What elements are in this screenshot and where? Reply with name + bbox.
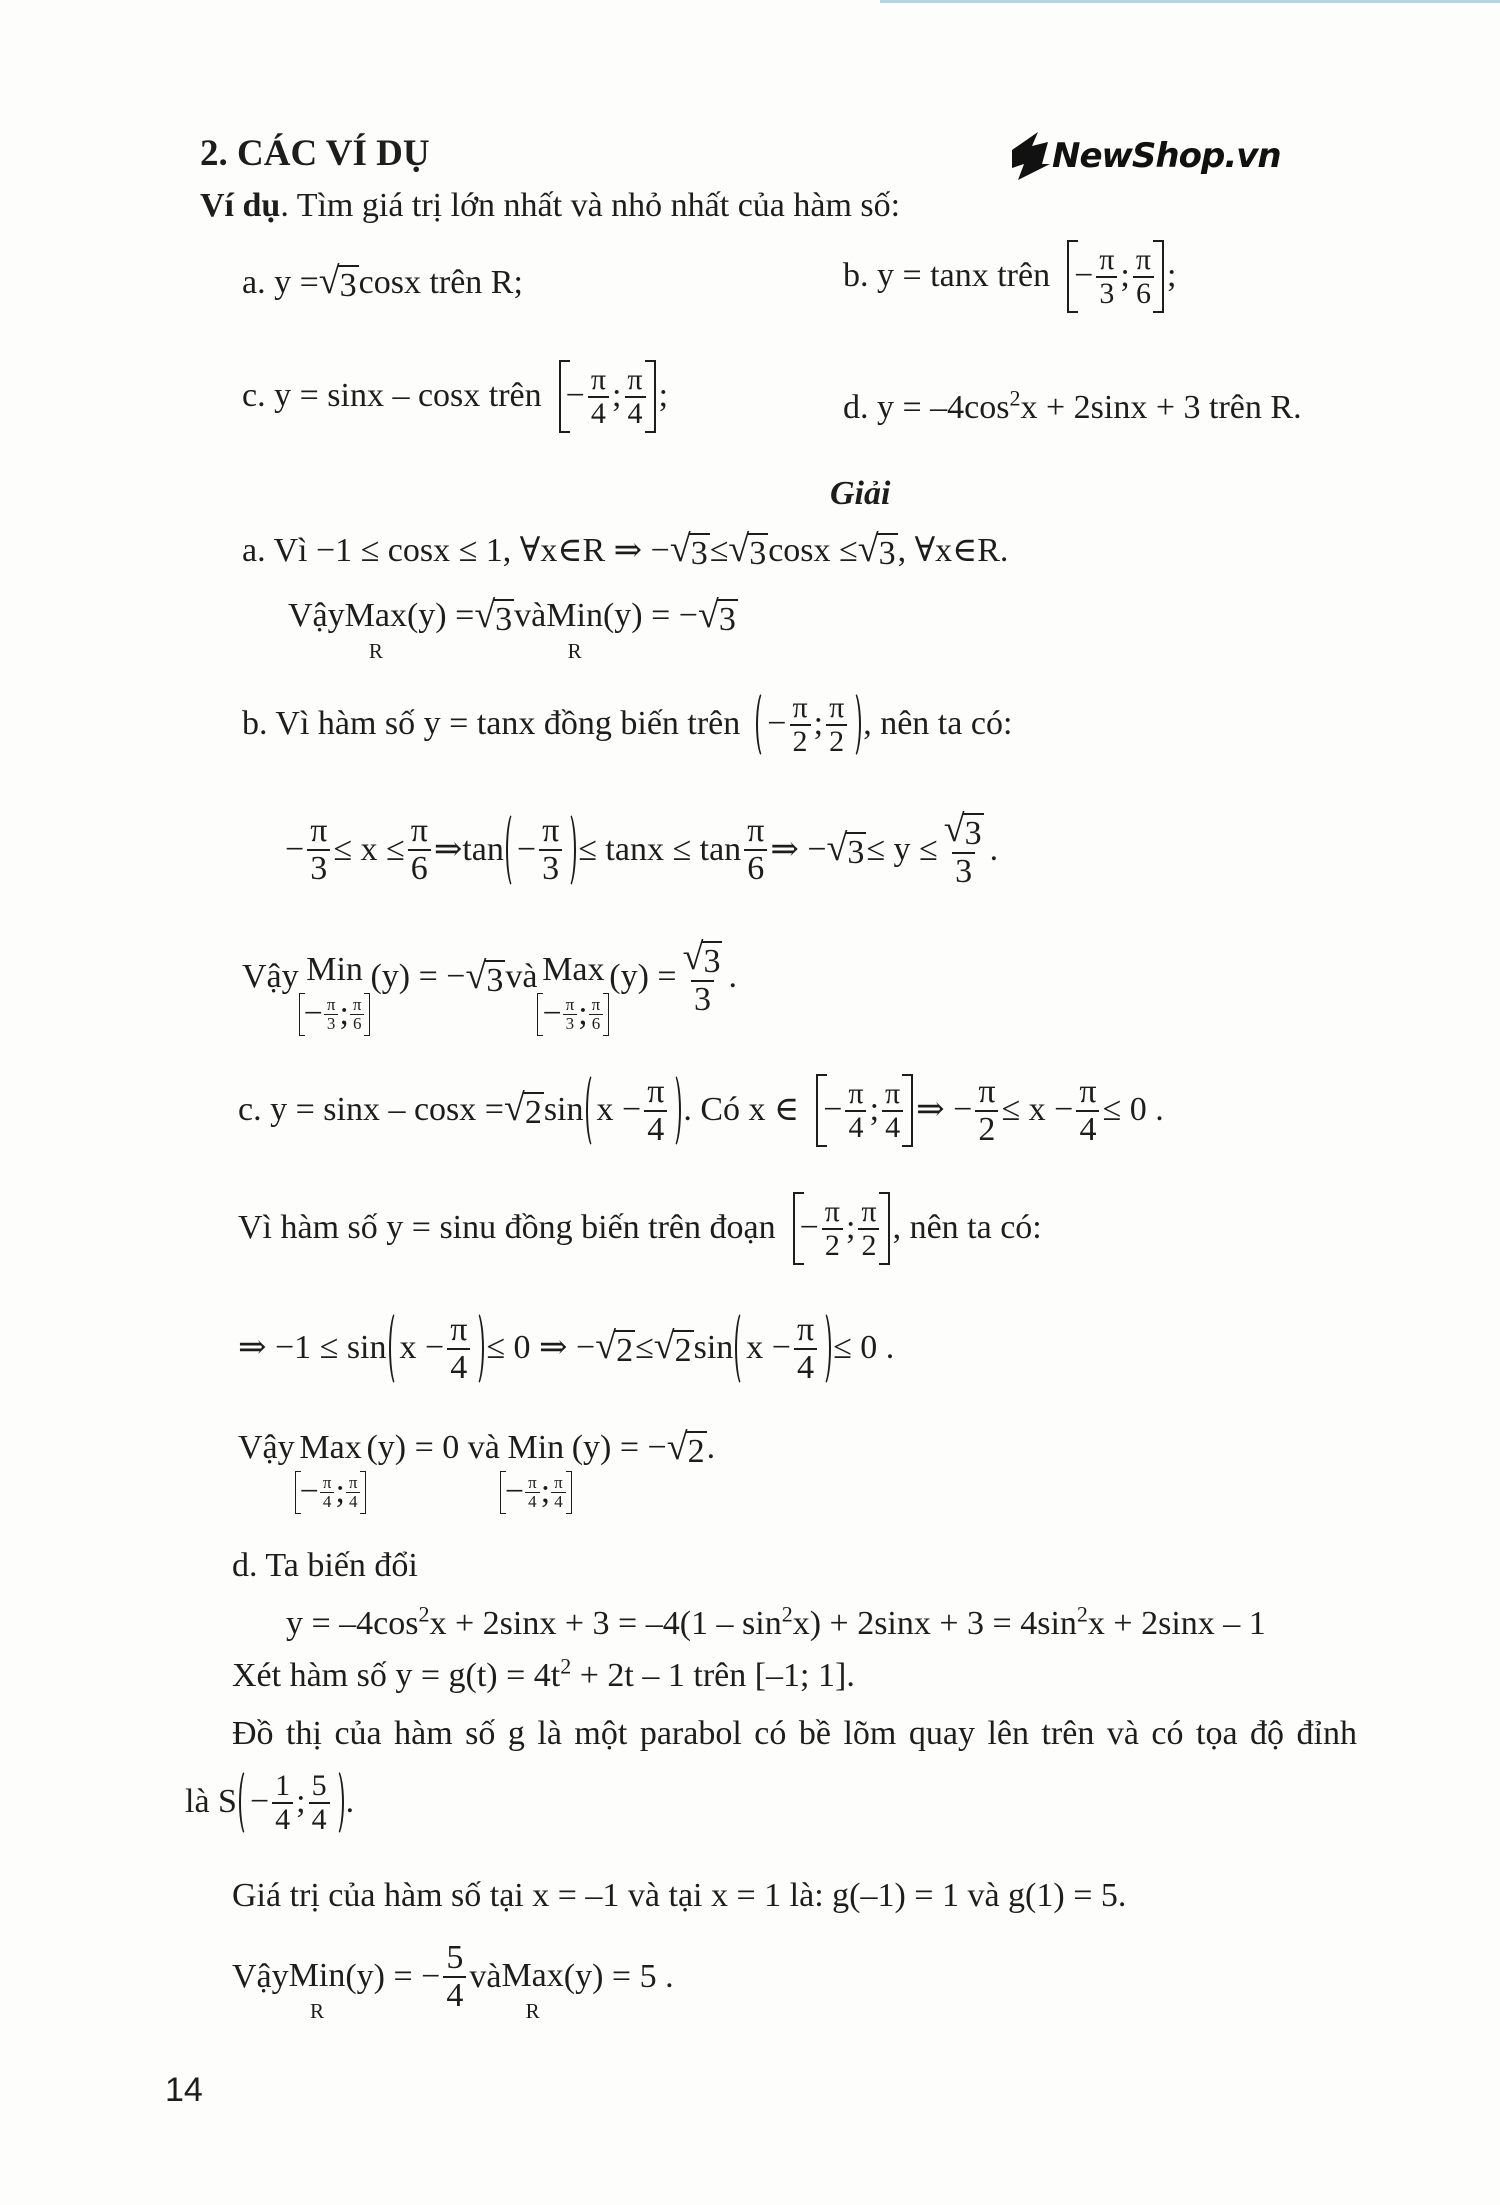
solution-d-line6: Giá trị của hàm số tại x = –1 và tại x = 1 là: g(–1) = 1 và g(1) = 5. (232, 1877, 1127, 1914)
solution-b-line1: b. Vì hàm số y = tanx đồng biến trên − $\frac{\pi}{2}$ ; π 2 , nên ta có: (242, 691, 1013, 758)
solution-d-line2: $y = -4\cos^2x + 2\sin x + 3 = -4(1 - \sin^2x) + 2\sin x + 3 = 4\sin^2x + 2\sin x - 1$ (286, 1601, 1266, 1642)
solution-d-line7: Vậy Min R (y) = − $\frac{5}{4}$ và Max R (y) = 5 . (232, 1939, 674, 2023)
solution-b-line2: − $\frac{\pi}{3}$ ≤ x ≤ $\frac{\pi}{6}$ ⇒ tan − $\frac{\pi}{3}$ ≤ tanx ≤ tan π 6 ⇒ − √ 3 ≤ y ≤ √ 3 3 . (285, 808, 999, 891)
solution-d-line5: là S − $\frac{1}{4}$ ; 5 4 . (185, 1769, 355, 1836)
example-label: Ví dụ (200, 187, 281, 224)
logo (1010, 130, 1281, 182)
solution-c-line3: ⇒ −1 ≤ sin x − $\frac{\pi}{4}$ ≤ 0 ⇒ − √ 2 ≤ √ 2 sin x − $\frac{\pi}{4}$ ≤ 0 . (238, 1311, 895, 1386)
section-title: 2. CÁC VÍ DỤ (200, 133, 430, 174)
page-number: 14 (165, 2071, 203, 2109)
top-edge-line (880, 0, 1500, 3)
solution-c-line2: Vì hàm số y = sinu đồng biến trên đoạn − $\frac{\pi}{2}$ ; π 2 , nên ta có: (238, 1192, 1042, 1265)
problem-c: c. y = sinx – cosx trên − $\frac{\pi}{4}$ ; π 4 ; (242, 360, 668, 433)
logo-text: NewShop.vn (1052, 135, 1281, 176)
solution-d-line1: d. Ta biến đổi (232, 1547, 418, 1584)
problem-d: d. $y = -4\cos^2x + 2\sin x + 3$ trên R. (843, 385, 1302, 426)
example-intro: Ví dụ. Tìm giá trị lớn nhất và nhỏ nhất của hàm số: (200, 187, 901, 224)
problem-a: a. y = √ 3 cosx trên R; (242, 260, 523, 304)
solution-d-line4: Đồ thị của hàm số g là một parabol có bề lõm quay lên trên và có tọa độ đỉnh (232, 1715, 1358, 1752)
solution-a-line1: a. Vì −1 ≤ cosx ≤ 1, ∀x∈R ⇒ − √ 3 ≤ √ 3 cosx ≤ √ 3 , ∀x∈R. (242, 528, 1009, 572)
solution-heading: Giải (830, 475, 891, 512)
sqrt: √ 3 (318, 260, 357, 304)
interval-bracket: − $\frac{\pi}{4}$ ; π 4 (559, 360, 656, 433)
logo-arrow-icon (1010, 130, 1050, 182)
problem-b: b. y = tanx trên − $\frac{\pi}{3}$ ; π 6 ; (843, 240, 1176, 313)
solution-c-line1: c. y = sinx – cosx = √ 2 sin x − $\frac{\pi}{4}$ . Có x ∈ − $\frac{\pi}{4}$ ; π 4 ⇒ − $\frac{\pi}{2}$ ≤ x − $\frac{\pi}{4}$ ≤ 0 . (238, 1073, 1164, 1148)
solution-c-line4: Vậy Max − $\frac{\pi}{4}$ ; π 4 (y) = 0 và Min − $\frac{\pi}{4}$ ; π 4 (y) = − √ 2 . (238, 1428, 715, 1514)
solution-d-line3: Xét hàm số $y = g(t) = 4t^2 + 2t - 1$ trên [–1; 1]. (232, 1653, 855, 1694)
solution-a-line2: Vậy Max R (y) = √ 3 và Min R (y) = − √ 3 (288, 594, 736, 663)
solution-b-line3: Vậy Min − $\frac{\pi}{3}$ ; π 6 (y) = − √ 3 và Max − $\frac{\pi}{3}$ ; π 6 (y) = √ 3 3 . (242, 920, 737, 1036)
interval-bracket: − $\frac{\pi}{3}$ ; π 6 (1067, 240, 1164, 313)
